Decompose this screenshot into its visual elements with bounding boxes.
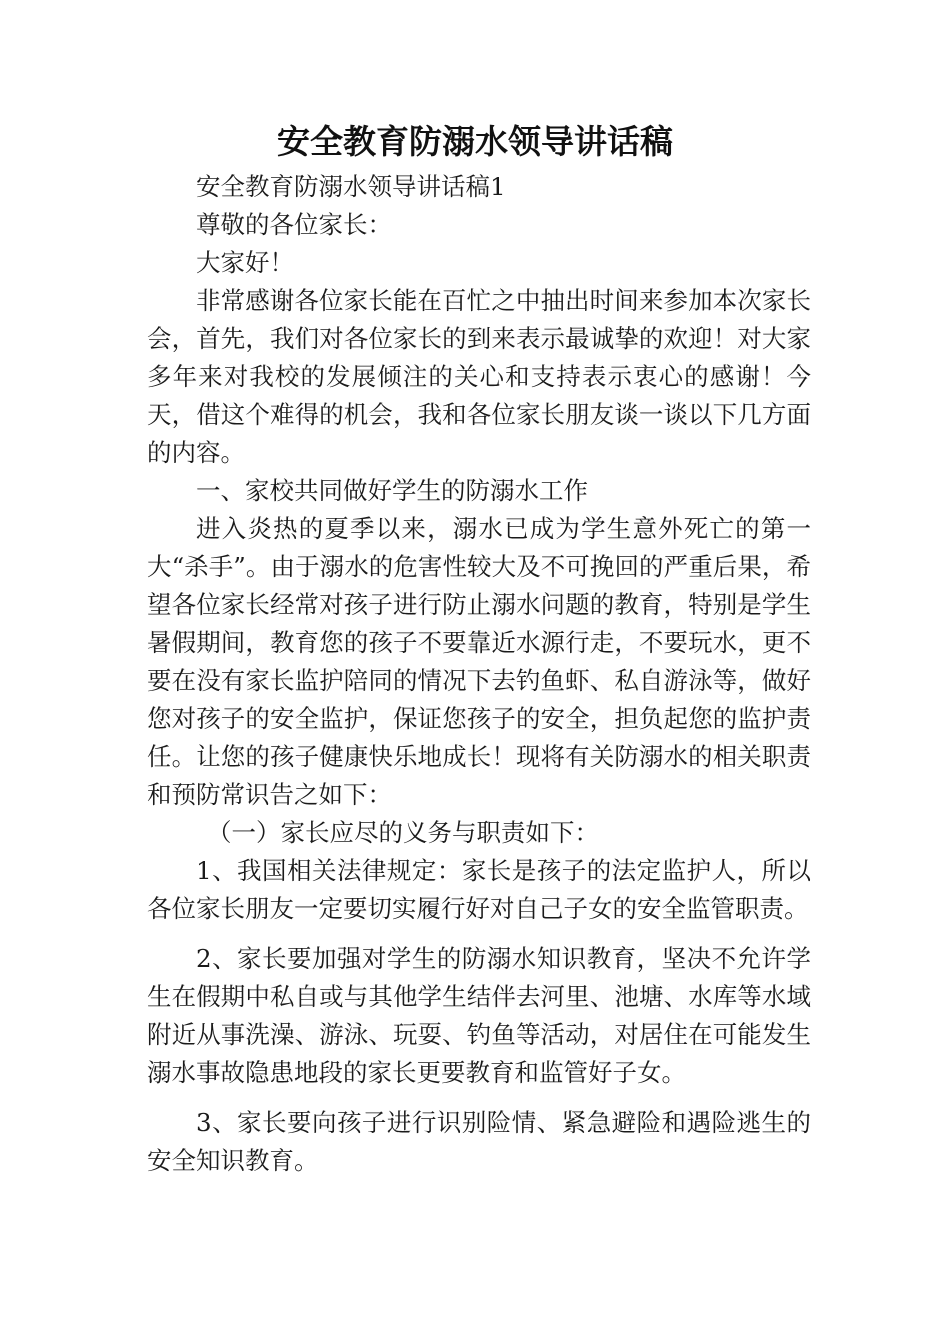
list-item-3: 3、家长要向孩子进行识别险情、紧急避险和遇险逃生的安全知识教育。 — [147, 1108, 811, 1175]
subtitle-paragraph: 安全教育防溺水领导讲话稿1 — [196, 172, 506, 201]
list-item-2: 2、家长要加强对学生的防溺水知识教育，坚决不允许学生在假期中私自或与其他学生结伴去河里、池塘、水库等水域附近从事洗澡、游泳、玩耍、钓鱼等活动，对居住在可能发生溺水事故隐患地段的家长更要教育和监管好子女。 — [147, 944, 811, 1087]
greeting-paragraph: 大家好！ — [196, 248, 294, 277]
list-item-1: 1、我国相关法律规定：家长是孩子的法定监护人，所以各位家长朋友一定要切实履行好对自己子女的安全监管职责。 — [147, 856, 811, 923]
subsection-heading-1: （一）家长应尽的义务与职责如下： — [207, 818, 599, 847]
section-1-paragraph: 进入炎热的夏季以来，溺水已成为学生意外死亡的第一大“杀手”。由于溺水的危害性较大及不可挽回的严重后果，希望各位家长经常对孩子进行防止溺水问题的教育，特别是学生暑假期间，教育您的孩子不要靠近水源行走，不要玩水，更不要在没有家长监护陪同的情况下去钓鱼虾、私自游泳等，做好您对孩子的安全监护，保证您孩子的安全，担负起您的监护责任。让您的孩子健康快乐地成长！现将有关防溺水的相关职责和预防常识告之如下： — [147, 514, 811, 809]
intro-paragraph: 非常感谢各位家长能在百忙之中抽出时间来参加本次家长会，首先，我们对各位家长的到来表示最诚挚的欢迎！对大家多年来对我校的发展倾注的关心和支持表示衷心的感谢！今天，借这个难得的机会，我和各位家长朋友谈一谈以下几方面的内容。 — [147, 286, 811, 467]
document-title: 安全教育防溺水领导讲话稿 — [277, 122, 673, 161]
document-body — [147, 168, 811, 1180]
section-heading-1: 一、家校共同做好学生的防溺水工作 — [196, 476, 588, 505]
salutation-paragraph: 尊敬的各位家长： — [196, 210, 392, 239]
